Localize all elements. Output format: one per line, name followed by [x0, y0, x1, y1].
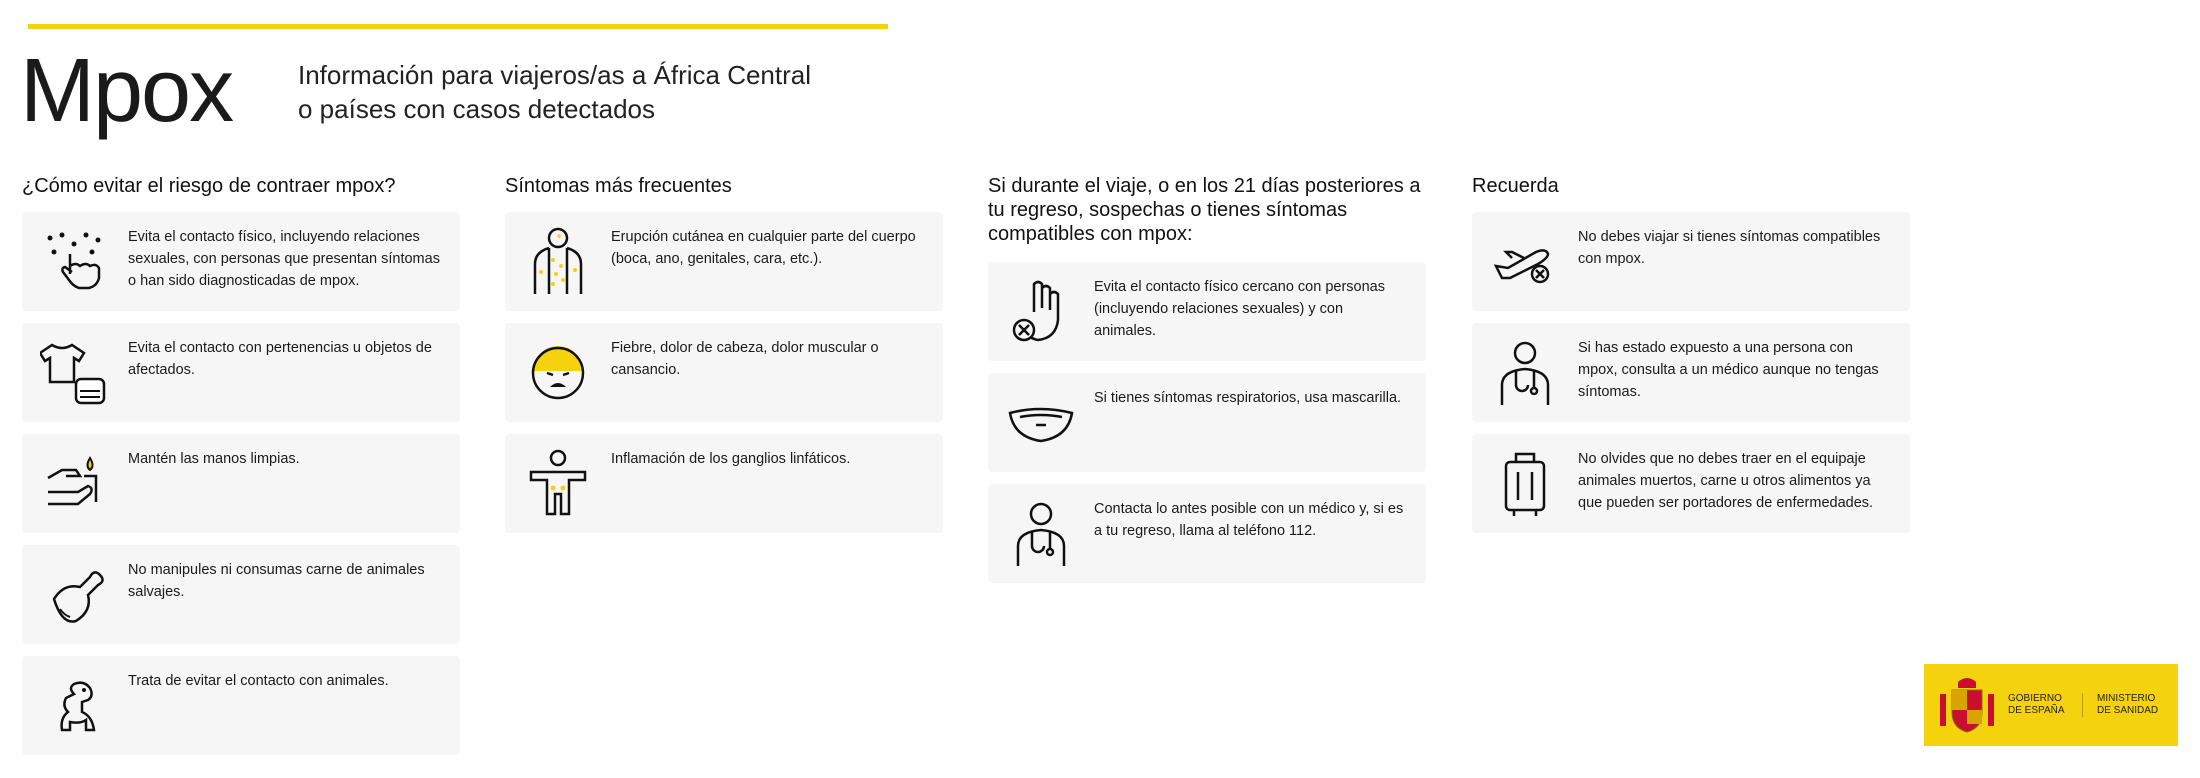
info-card: [22, 212, 460, 311]
card-text: No manipules ni consumas carne de animales salvajes.: [128, 562, 425, 600]
card-text: Evita el contacto físico, incluyendo relaciones sexuales, con personas que presentan síntomas o han sido diagnosticadas de mpox.: [128, 229, 440, 289]
hand-touch-icon: [40, 226, 110, 296]
card-text: Fiebre, dolor de cabeza, dolor muscular o cansancio.: [611, 340, 879, 378]
card-text: Si tienes síntomas respiratorios, usa mascarilla.: [1094, 390, 1402, 406]
subtitle-line-1: Información para viajeros/as a África Central: [298, 60, 812, 90]
card-text: No debes viajar si tienes síntomas compatibles con mpox.: [1578, 229, 1881, 267]
luggage-icon: [1490, 448, 1560, 518]
column-symptoms: [505, 174, 943, 545]
info-card: [1472, 323, 1910, 422]
info-card: [22, 656, 460, 755]
coat-of-arms-icon: [1936, 674, 1998, 736]
page-subtitle: [298, 58, 811, 126]
dog-icon: [40, 670, 110, 740]
column-prevention: [22, 174, 460, 767]
column-heading: ¿Cómo evitar el riesgo de contraer mpox?: [22, 175, 396, 197]
doctor-icon: [1490, 337, 1560, 407]
card-text: Si has estado expuesto a una persona con mpox, consulta a un médico aunque no tengas síntomas.: [1578, 340, 1879, 400]
info-card: [505, 434, 943, 533]
info-card: [1472, 434, 1910, 533]
face-mask-icon: [1006, 387, 1076, 457]
card-text: Erupción cutánea en cualquier parte del cuerpo (boca, ano, genitales, cara, etc.).: [611, 229, 916, 267]
logo-government-text: GOBIERNO DE ESPAÑA: [2008, 693, 2083, 717]
info-card: [988, 484, 1426, 583]
card-text: Evita el contacto con pertenencias u objetos de afectados.: [128, 340, 432, 378]
card-text: No olvides que no debes traer en el equipaje animales muertos, carne u otros alimentos ya que pueden ser portadores de enfermedades.: [1578, 451, 1874, 511]
no-contact-hand-icon: [1006, 276, 1076, 346]
government-logo: [1924, 664, 2178, 746]
card-text: Trata de evitar el contacto con animales.: [128, 673, 389, 689]
hand-wash-icon: [40, 448, 110, 518]
doctor-icon: [1006, 498, 1076, 568]
column-heading: Si durante el viaje, o en los 21 días posteriores a tu regreso, sospechas o tienes síntomas compatibles con mpox:: [988, 175, 1421, 245]
subtitle-line-2: o países con casos detectados: [298, 94, 656, 124]
info-card: [22, 545, 460, 644]
card-text: Evita el contacto físico cercano con personas (incluyendo relaciones sexuales) y con animales.: [1094, 279, 1385, 339]
column-suspicion: [988, 174, 1426, 595]
lymph-nodes-icon: [523, 448, 593, 518]
fever-face-icon: [523, 337, 593, 407]
info-card: [505, 212, 943, 311]
clothes-belongings-icon: [40, 337, 110, 407]
info-card: [988, 262, 1426, 361]
skin-rash-icon: [523, 226, 593, 296]
card-text: Inflamación de los ganglios linfáticos.: [611, 451, 851, 467]
card-text: Contacta lo antes posible con un médico y, si es a tu regreso, llama al teléfono 112.: [1094, 501, 1404, 539]
no-travel-plane-icon: [1490, 226, 1560, 296]
column-heading: Recuerda: [1472, 175, 1559, 197]
page-title: Mpox: [20, 41, 233, 141]
card-text: Mantén las manos limpias.: [128, 451, 300, 467]
accent-bar: [28, 24, 888, 29]
column-remember: [1472, 174, 1910, 545]
info-card: [1472, 212, 1910, 311]
info-card: [22, 323, 460, 422]
info-card: [988, 373, 1426, 472]
logo-ministry-text: MINISTERIO DE SANIDAD: [2097, 693, 2159, 716]
meat-leg-icon: [40, 559, 110, 629]
column-heading: Síntomas más frecuentes: [505, 175, 732, 197]
info-card: [505, 323, 943, 422]
info-card: [22, 434, 460, 533]
